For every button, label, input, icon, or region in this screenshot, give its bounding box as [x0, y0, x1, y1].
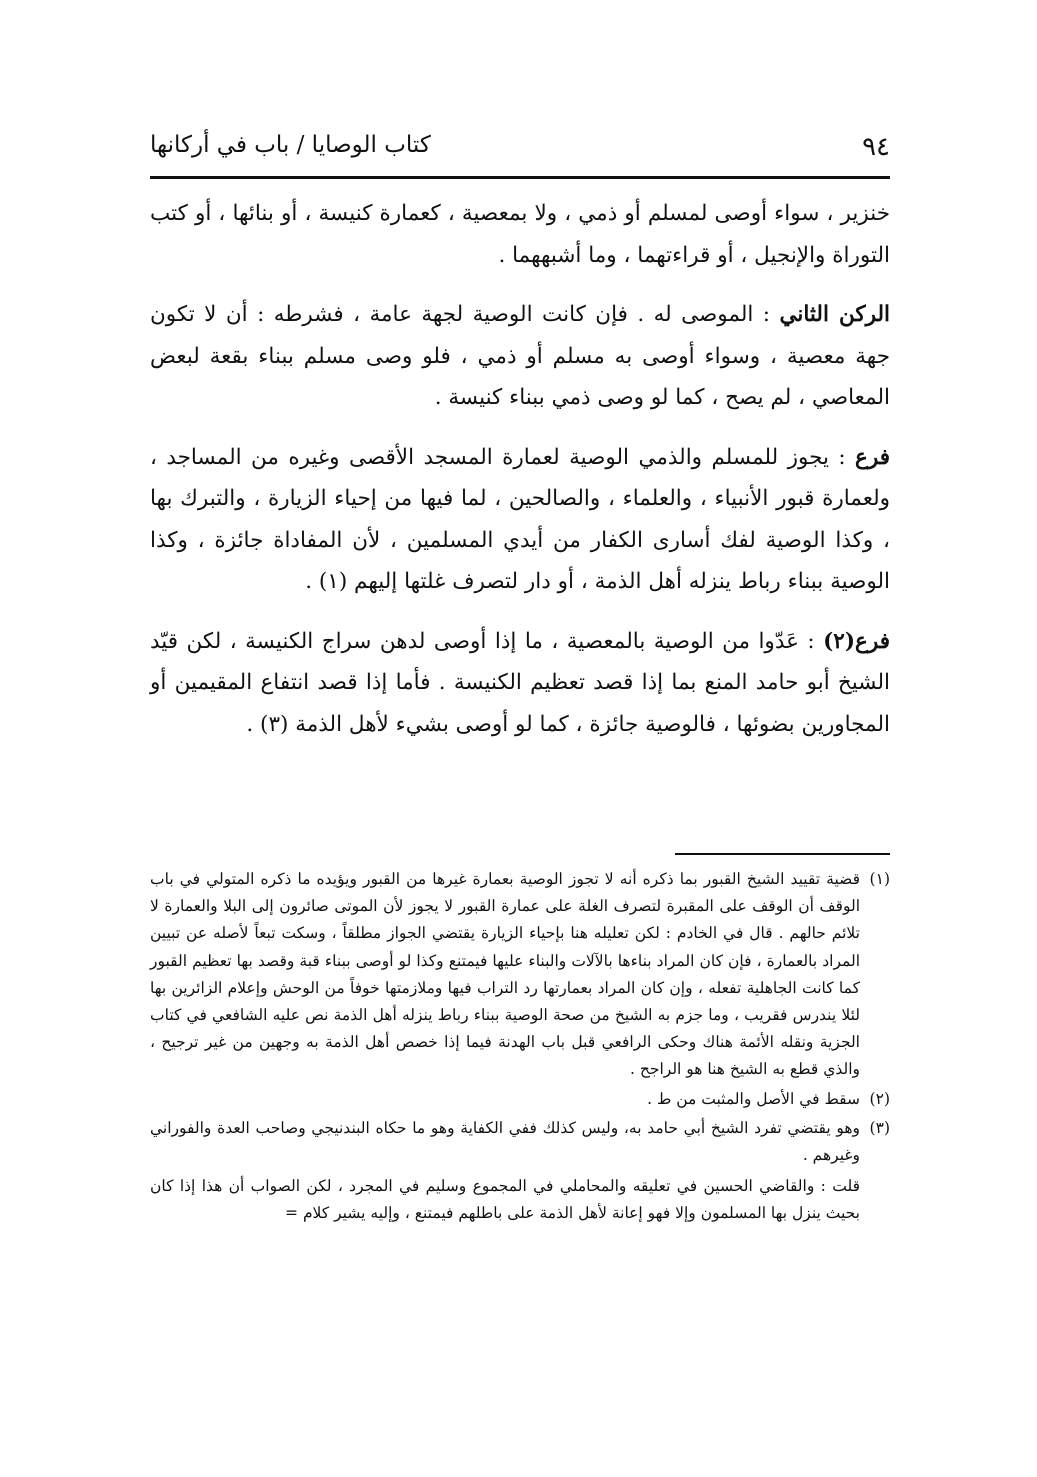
- footnote-number: (٣): [869, 1118, 890, 1137]
- paragraph-lead: الركن الثاني: [779, 302, 890, 327]
- paragraph-text: خنزير ، سواء أوصى لمسلم أو ذمي ، ولا بمعصية ، كعمارة كنيسة ، أو بنائها ، أو كتب التوراة والإنجيل ، أو قراءتهما ، وما أشبههما .: [150, 201, 890, 268]
- paragraph-text: : عَدّوا من الوصية بالمعصية ، ما إذا أوصى لدهن سراج الكنيسة ، لكن قيّد الشيخ أبو حامد المنع بما إذا قصد تعظيم الكنيسة . فأما إذا قصد انتفاع المقيمين أو المجاورين بضوئها ، فالوصية جائزة ، كما لو أوصى بشيء لأهل الذمة (٣) .: [150, 628, 890, 737]
- paragraph-text: : يجوز للمسلم والذمي الوصية لعمارة المسجد الأقصى وغيره من المساجد ، ولعمارة قبور الأنبياء ، والعلماء ، والصالحين ، لما فيها من إحياء الزيارة ، والتبرك بها ، وكذا الوصية لفك أسارى الكفار من أيدي المسلمين ، لأن المفاداة جائزة ، وكذا الوصية ببناء رباط ينزله أهل الذمة ، أو دار لتصرف غلتها إليهم (١) .: [150, 444, 890, 594]
- running-header: [150, 132, 890, 172]
- footnote: [150, 866, 890, 1084]
- footnote-number: (٢): [869, 1089, 890, 1108]
- header-title: كتاب الوصايا / باب في أركانها: [150, 132, 431, 158]
- footnote-text: سقط في الأصل والمثبت من ط .: [647, 1089, 860, 1108]
- paragraph: [150, 437, 890, 603]
- paragraph: [150, 193, 890, 276]
- paragraph-lead: فرع(٢): [823, 628, 890, 654]
- footnote-continuation: [150, 1173, 890, 1227]
- footnote-text: قضية تقييد الشيخ القبور بما ذكره أنه لا تجوز الوصية بعمارة غيرها من القبور ويؤيده ما ذكره المتولي في باب الوقف أن الوقف على المقبرة لتصرف الغلة على عمارة القبور لا يجوز لأن الموتى صائرون إلى البلا والعمارة لا تلائم حالهم . قال في الخادم : لكن تعليله هنا بإحياء الزيارة يقتضي الجواز مطلقاً ، وسكت تبعاً لأصله عن تبيين المراد بالعمارة ، فإن كان المراد بناءها بالآلات والبناء عليها فيمتنع وكذا لو أوصى ببناء قبة وقصد بها تعظيم القبور كما كانت الجاهلية تفعله ، وإن كان المراد بعمارتها رد التراب فيها وملازمتها خوفاً من الوحش وإعلام الزائرين بها لئلا يندرس فقريب ، وما جزم به الشيخ من صحة الوصية ببناء رباط ينزله أهل الذمة نص عليه الشافعي في كتاب الجزية ونقله الأئمة هناك وحكى الرافعي قبل باب الهدنة فيما إذا خصص أهل الذمة به وجهين من غير ترجيح ، والذي قطع به الشيخ هنا هو الراجح .: [150, 870, 860, 1079]
- paragraph-text: : الموصى له . فإن كانت الوصية لجهة عامة ، فشرطه : أن لا تكون جهة معصية ، وسواء أوصى به مسلم أو ذمي ، فلو وصى مسلم ببناء بقعة لبعض المعاصي ، لم يصح ، كما لو وصى ذمي ببناء كنيسة .: [150, 302, 890, 410]
- footnote-divider: [675, 853, 890, 855]
- paragraph: [150, 294, 890, 419]
- page-number: ٩٤: [862, 132, 890, 162]
- footnotes: [150, 866, 890, 1230]
- footnote-number: (١): [869, 870, 890, 888]
- paragraph-lead: فرع: [855, 444, 890, 470]
- footnote: [150, 1086, 890, 1113]
- main-text: [150, 193, 890, 763]
- footnote: [150, 1115, 890, 1169]
- paragraph: [150, 621, 890, 746]
- header-divider: [150, 176, 890, 179]
- footnote-text: وهو يقتضي تفرد الشيخ أبي حامد به، وليس كذلك ففي الكفاية وهو ما حكاه البندنيجي وصاحب العدة والفوراني وغيرهم .: [150, 1118, 860, 1165]
- footnote-text: قلت : والقاضي الحسين في تعليقه والمحاملي في المجموع وسليم في المجرد ، لكن الصواب أن هذا إذا كان بحيث ينزل بها المسلمون وإلا فهو إعانة لأهل الذمة على باطلهم فيمتنع ، وإليه يشير كلام =: [150, 1177, 860, 1223]
